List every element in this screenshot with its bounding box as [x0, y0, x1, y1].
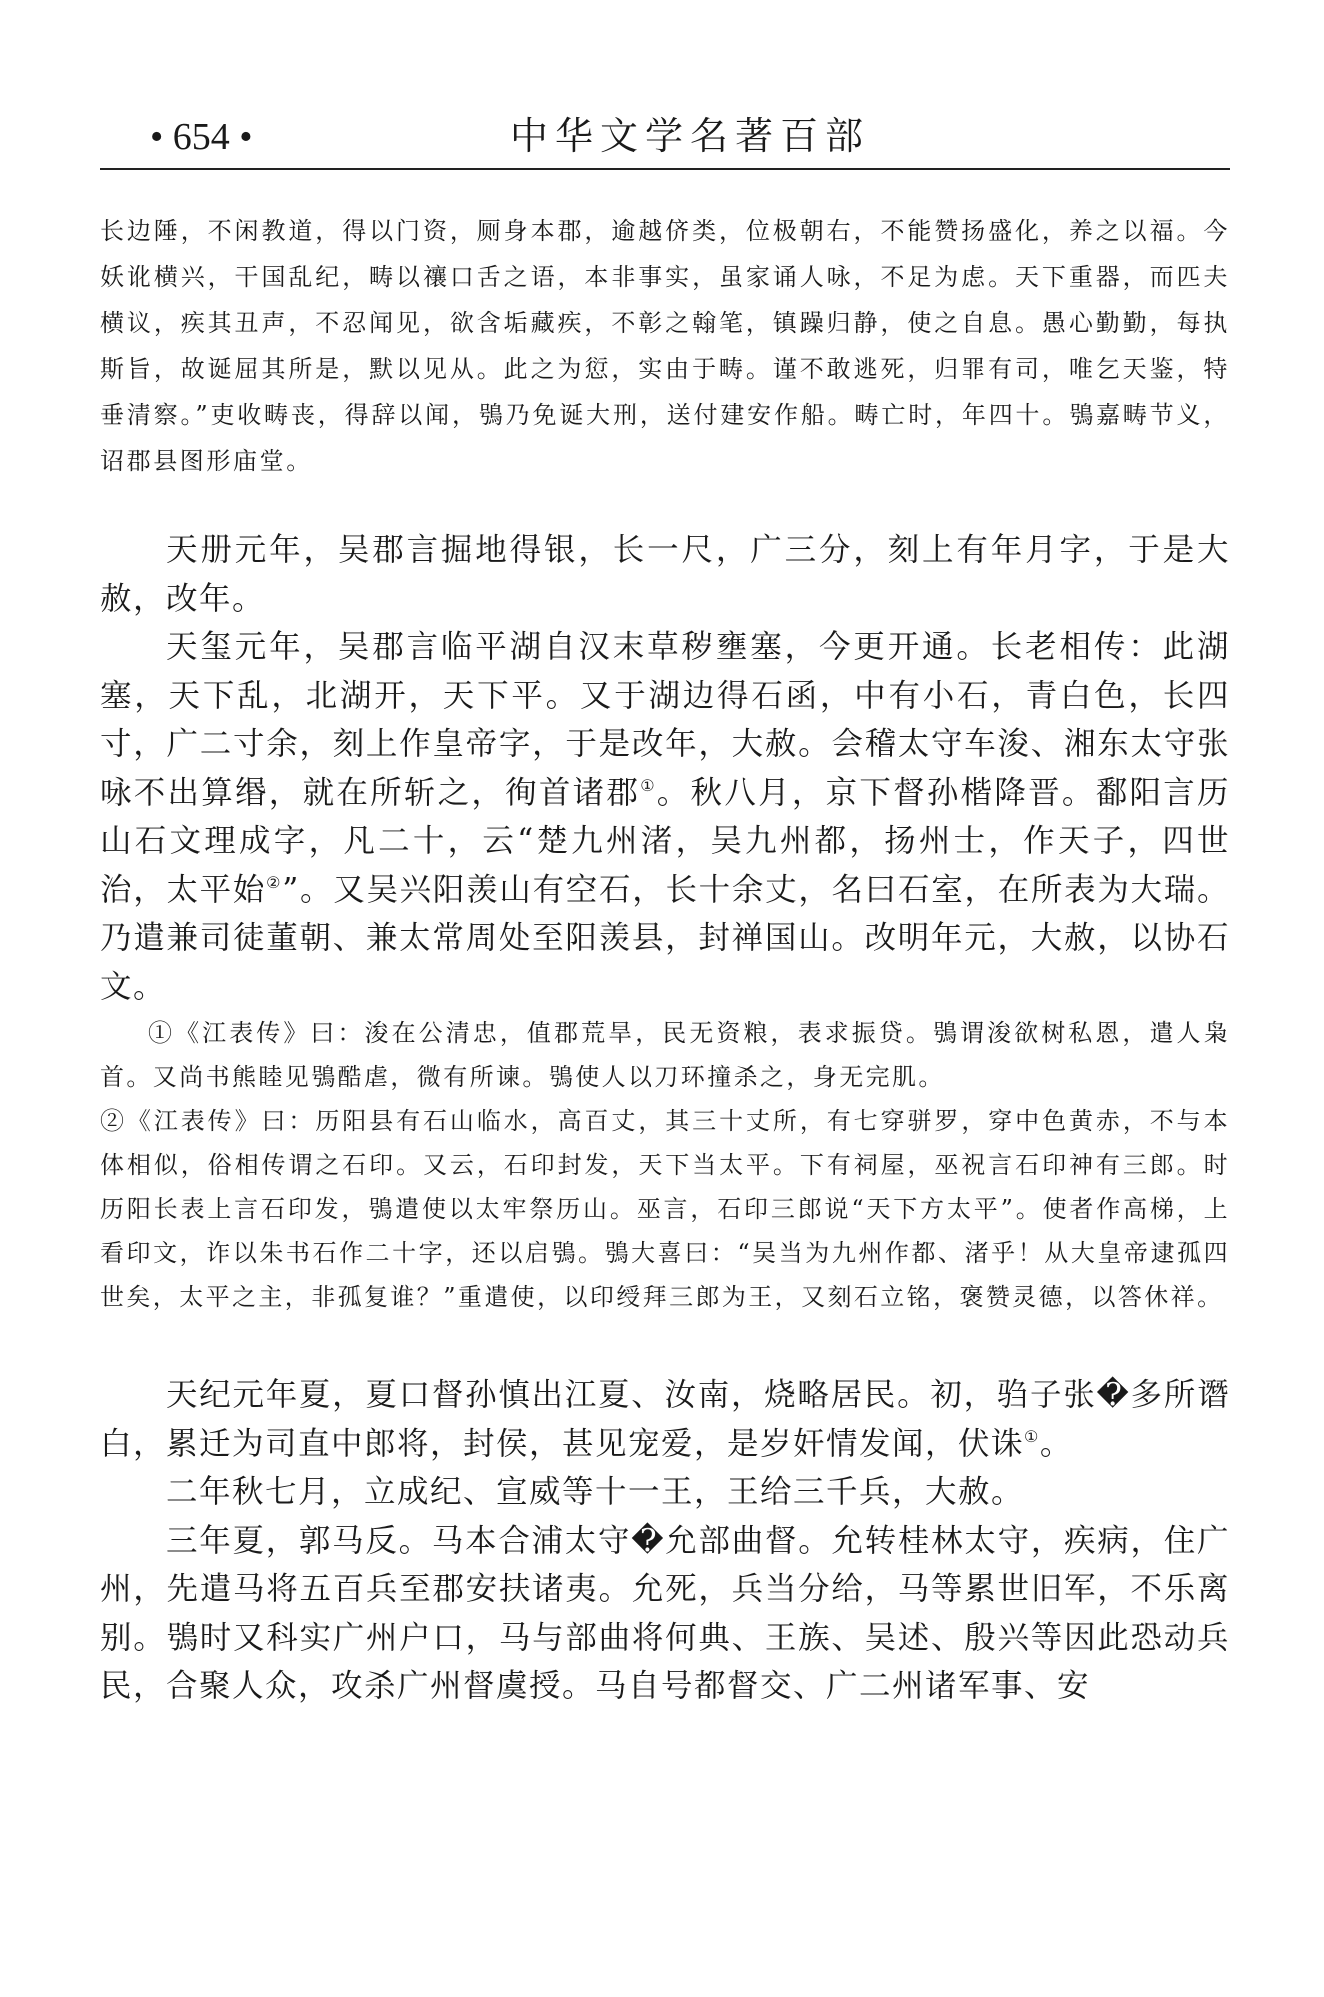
paragraph-year-three: 三年夏，郭马反。马本合浦太守�允部曲督。允转桂林太守，疾病，住广州，先遣马将五百兵至郡安扶诸夷。允死，兵当分给，马等累世旧军，不乐离别。鴞时又科实广州户口，马与部曲将何典、王族、吴述、殷兴等因此恐动兵民，合聚人众，攻杀广州督虞授。马自号都督交、广二州诸军事、安 [100, 1522, 1230, 1704]
header-rule [100, 168, 1230, 170]
paragraph-year-two: 二年秋七月，立成纪、宣威等十一王，王给三千兵，大赦。 [166, 1474, 1025, 1510]
paragraph-tianji: 天纪元年夏，夏口督孙慎出江夏、汝南，烧略居民。初，驺子张�多所谮白，累迁为司直中郎将，封侯，甚见宠爱，是岁奸情发闻，伏诛①。 [100, 1377, 1230, 1462]
footnote-1: ①《江表传》曰：浚在公清忠，值郡荒旱，民无资粮，表求振贷。鴞谓浚欲树私恩，遣人枭首。又尚书熊睦见鴞酷虐，微有所谏。鴞使人以刀环撞杀之，身无完肌。 [100, 1019, 1230, 1091]
footnote-2: ②《江表传》曰：历阳县有石山临水，高百丈，其三十丈所，有七穿骈罗，穿中色黄赤，不与本体相似，俗相传谓之石印。又云，石印封发，天下当太平。下有祠屋，巫祝言石印神有三郎。时历阳长表上言石印发，鴞遣使以太牢祭历山。巫言，石印三郎说“天下方太平”。使者作高梯，上看印文，诈以朱书石作二十字，还以启鴞。鴞大喜曰：“吴当为九州作都、渚乎！从大皇帝逮孤四世矣，太平之主，非孤复谁？”重遣使，以印绶拜三郎为王，又刻石立铭，褒赞灵德，以答休祥。 [100, 1107, 1230, 1311]
footnote-marker-2: ② [266, 872, 283, 892]
page-header [100, 112, 1230, 170]
paragraph-tianxi: 天玺元年，吴郡言临平湖自汉末草秽壅塞，今更开通。长老相传：此湖塞，天下乱，北湖开，天下平。又于湖边得石函，中有小石，青白色，长四寸，广二寸余，刻上作皇帝字，于是改年，大赦。会稽太守车浚、湘东太守张咏不出算缗，就在所斩之，徇首诸郡①。秋八月，京下督孙楷降晋。鄱阳言历山石文理成字，凡二十，云“楚九州渚，吴九州都，扬州士，作天子，四世治，太平始②”。又吴兴阳羡山有空石，长十余丈，名曰石室，在所表为大瑞。乃遣兼司徒董朝、兼太常周处至阳羡县，封禅国山。改明年元，大赦，以协石文。 [100, 629, 1230, 1005]
page-number: • 654 • [150, 116, 253, 158]
paragraph-tiance: 天册元年，吴郡言掘地得银，长一尺，广三分，刻上有年月字，于是大赦，改年。 [100, 532, 1230, 617]
page-body [100, 208, 1230, 1711]
footnote-marker-1: ① [640, 775, 657, 795]
book-title: 中华文学名著百部 [510, 114, 871, 158]
footnote-marker-3: ① [1024, 1426, 1040, 1446]
continued-commentary: 长边陲，不闲教道，得以门资，厕身本郡，逾越侪类，位极朝右，不能赞扬盛化，养之以福。今妖讹横兴，干国乱纪，畴以禳口舌之语，本非事实，虽家诵人咏，不足为虑。天下重器，而匹夫横议，疾其丑声，不忍闻见，欲含垢藏疾，不彰之翰笔，镇躁归静，使之自息。愚心勤勤，每执斯旨，故诞屈其所是，默以见从。此之为愆，实由于畴。谨不敢逃死，归罪有司，唯乞天鉴，特垂清察。”吏收畴丧，得辞以闻，鴞乃免诞大刑，送付建安作船。畴亡时，年四十。鴞嘉畴节义，诏郡县图形庙堂。 [100, 217, 1230, 475]
